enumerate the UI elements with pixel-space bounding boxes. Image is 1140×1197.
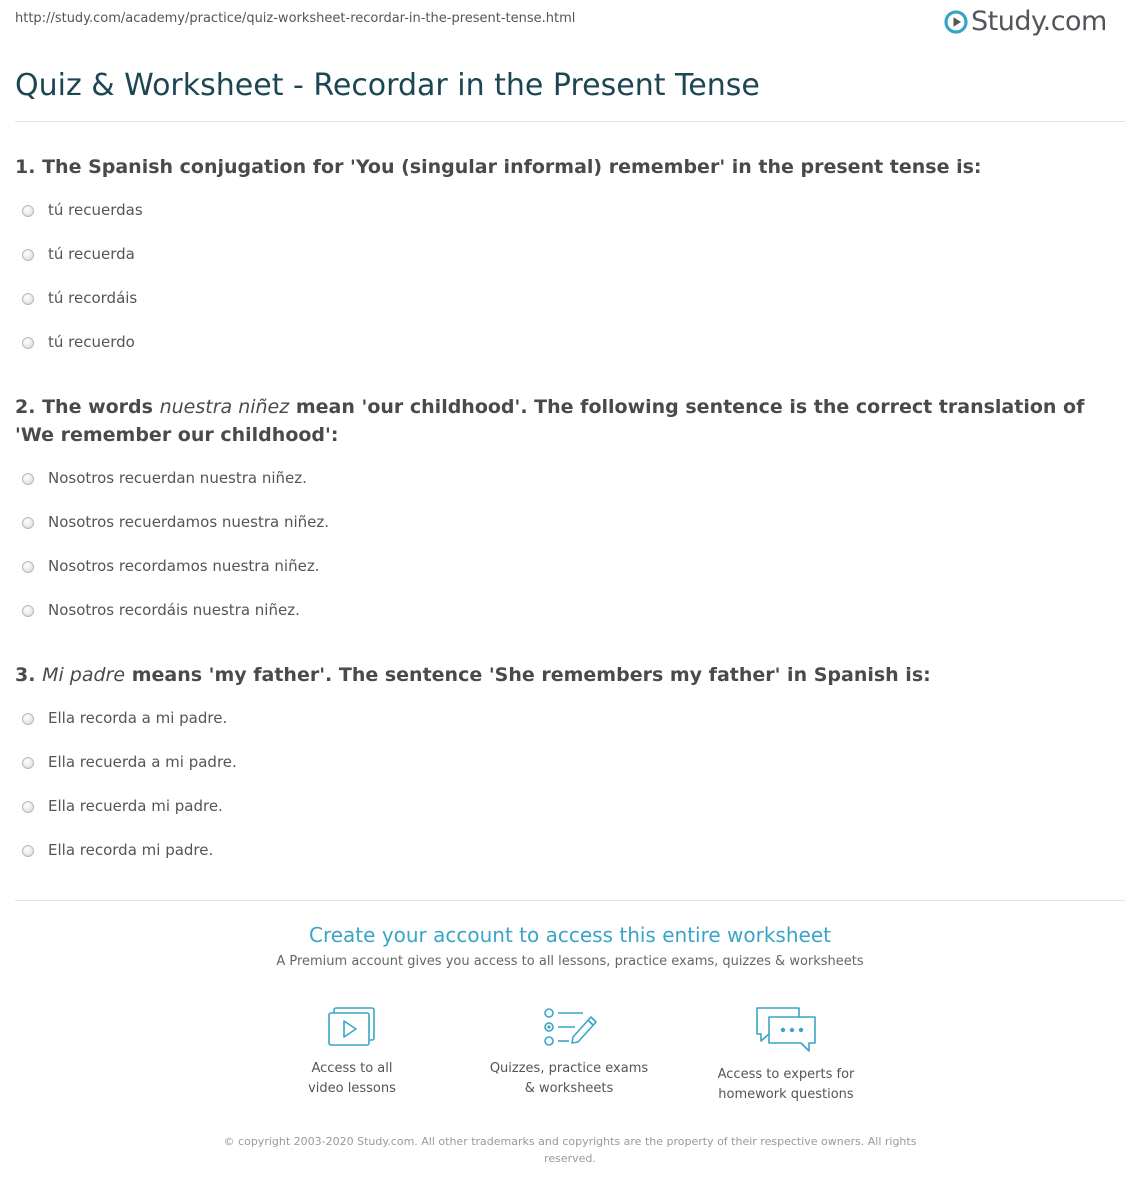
copyright-line-1: © copyright 2003-2020 Study.com. All other trademarks and copyrights are the property of their respective owners. All rights <box>223 1135 917 1148</box>
answer-option[interactable] <box>22 797 237 841</box>
create-account-link[interactable]: Create your account to access this entire worksheet <box>309 923 831 947</box>
radio-button[interactable] <box>22 337 34 349</box>
feature-line-2: & worksheets <box>524 1081 614 1096</box>
feature-video-lessons <box>252 1005 452 1099</box>
premium-description: A Premium account gives you access to all lessons, practice exams, quizzes & worksheets <box>276 954 864 969</box>
answer-option[interactable] <box>22 469 329 513</box>
answer-options-3 <box>22 709 237 885</box>
option-label: Ella recorda a mi padre. <box>48 709 228 727</box>
option-label: tú recuerda <box>48 245 135 263</box>
radio-button[interactable] <box>22 517 34 529</box>
answer-option[interactable] <box>22 333 143 377</box>
radio-button[interactable] <box>22 713 34 725</box>
copyright-notice <box>210 1133 930 1167</box>
answer-option[interactable] <box>22 289 143 333</box>
answer-option[interactable] <box>22 841 237 885</box>
radio-button[interactable] <box>22 605 34 617</box>
chat-bubbles-icon <box>753 1005 819 1055</box>
question-text: The Spanish conjugation for 'You (singular informal) remember' in the present tense is: <box>42 156 982 178</box>
feature-line-2: video lessons <box>308 1081 396 1096</box>
radio-button[interactable] <box>22 205 34 217</box>
answer-option[interactable] <box>22 245 143 289</box>
option-label: tú recuerdo <box>48 333 135 351</box>
question-1 <box>15 153 1110 181</box>
option-label: Ella recorda mi padre. <box>48 841 214 859</box>
option-label: tú recuerdas <box>48 201 143 219</box>
page-url: http://study.com/academy/practice/quiz-worksheet-recordar-in-the-present-tense.html <box>15 11 576 26</box>
radio-button[interactable] <box>22 801 34 813</box>
option-label: tú recordáis <box>48 289 138 307</box>
feature-quizzes <box>469 1005 669 1099</box>
answer-options-2 <box>22 469 329 645</box>
question-text-end: mean 'our childhood'. The following sentence is the correct translation of 'We remember our childhood': <box>15 396 1085 446</box>
option-label: Nosotros recuerdan nuestra niñez. <box>48 469 307 487</box>
copyright-line-2: reserved. <box>544 1152 596 1165</box>
feature-line-2: homework questions <box>718 1087 854 1102</box>
answer-option[interactable] <box>22 601 329 645</box>
option-label: Nosotros recordáis nuestra niñez. <box>48 601 300 619</box>
radio-button[interactable] <box>22 293 34 305</box>
video-lessons-icon <box>326 1005 378 1049</box>
radio-button[interactable] <box>22 757 34 769</box>
question-number: 2. <box>15 396 36 418</box>
question-number: 3. <box>15 664 36 686</box>
question-2 <box>15 393 1110 449</box>
question-number: 1. <box>15 156 36 178</box>
logo-text: Study.com <box>971 6 1107 37</box>
feature-line-1: Access to all <box>311 1061 393 1076</box>
option-label: Nosotros recordamos nuestra niñez. <box>48 557 320 575</box>
answer-option[interactable] <box>22 709 237 753</box>
option-label: Ella recuerda a mi padre. <box>48 753 237 771</box>
option-label: Nosotros recuerdamos nuestra niñez. <box>48 513 330 531</box>
study-logo[interactable] <box>944 6 1107 37</box>
question-text-start: The words <box>42 396 153 418</box>
feature-line-1: Access to experts for <box>717 1067 855 1082</box>
feature-experts <box>686 1005 886 1105</box>
radio-button[interactable] <box>22 845 34 857</box>
question-italic-term: nuestra niñez <box>159 396 290 418</box>
quiz-checklist-icon <box>539 1005 599 1049</box>
question-italic-term: Mi padre <box>42 664 126 686</box>
play-circle-icon <box>944 10 968 34</box>
answer-option[interactable] <box>22 557 329 601</box>
option-label: Ella recuerda mi padre. <box>48 797 223 815</box>
radio-button[interactable] <box>22 249 34 261</box>
title-divider <box>15 121 1125 122</box>
answer-option[interactable] <box>22 753 237 797</box>
question-3 <box>15 661 1110 689</box>
answer-option[interactable] <box>22 201 143 245</box>
answer-options-1 <box>22 201 143 377</box>
answer-option[interactable] <box>22 513 329 557</box>
cta-divider <box>15 900 1125 901</box>
page-title: Quiz & Worksheet - Recordar in the Present Tense <box>15 68 760 103</box>
radio-button[interactable] <box>22 473 34 485</box>
question-text-end: means 'my father'. The sentence 'She remembers my father' in Spanish is: <box>131 664 931 686</box>
radio-button[interactable] <box>22 561 34 573</box>
feature-line-1: Quizzes, practice exams <box>489 1061 649 1076</box>
